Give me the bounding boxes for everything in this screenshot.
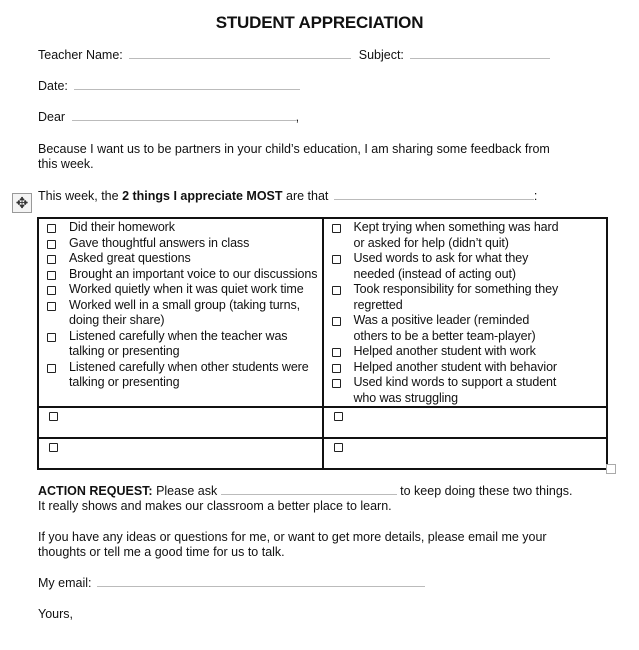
checklist-item-line: Listened carefully when other students were (69, 359, 309, 374)
checkbox-icon[interactable] (332, 317, 341, 326)
checklist-item[interactable] (47, 251, 318, 267)
checkbox-icon[interactable] (47, 255, 56, 264)
custom-cell[interactable] (323, 407, 608, 438)
date-label: Date: (38, 79, 68, 93)
email-label: My email: (38, 576, 92, 590)
checklist-item-text (354, 375, 557, 406)
checklist-item[interactable] (332, 344, 603, 360)
checklist-item-line: Was a positive leader (reminded (353, 313, 530, 327)
checklist-item[interactable] (47, 282, 318, 298)
action-line-2: It really shows and makes our classroom a better place to learn. (38, 499, 392, 513)
appreciate-suffix: are that (282, 189, 329, 203)
teacher-name-field[interactable] (129, 48, 351, 59)
checkbox-icon[interactable] (332, 348, 341, 357)
appreciate-bold: 2 things I appreciate MOST (122, 189, 283, 203)
checklist-item-line: talking or presenting (69, 375, 180, 389)
checklist-item-line: who was struggling (353, 390, 459, 405)
checkbox-icon[interactable] (47, 333, 56, 342)
checklist-item[interactable] (47, 220, 318, 236)
checklist-item-line: doing their share) (69, 313, 165, 327)
dear-comma: , (295, 110, 300, 124)
checklist-item-text (354, 344, 536, 360)
checklist-item-line: Kept trying when something was hard (353, 220, 559, 234)
checklist-item-text (354, 251, 529, 282)
checklist-item-line: Asked great questions (69, 251, 191, 265)
checklist-item-line: Brought an important voice to our discussions (69, 266, 318, 281)
checklist-item-text (69, 220, 175, 236)
checklist-item[interactable] (332, 313, 603, 344)
checkbox-icon[interactable] (334, 412, 343, 421)
table-resize-icon[interactable] (606, 464, 616, 474)
checkbox-icon[interactable] (332, 255, 341, 264)
checkbox-icon[interactable] (47, 302, 56, 311)
checkbox-icon[interactable] (47, 224, 56, 233)
appreciate-prefix: This week, the (38, 189, 123, 203)
checkbox-icon[interactable] (49, 412, 58, 421)
checkbox-icon[interactable] (332, 286, 341, 295)
email-field[interactable] (97, 576, 425, 587)
intro-line-1: Because I want us to be partners in your child’s education, I am sharing some feedback from (38, 142, 550, 156)
checkbox-icon[interactable] (47, 271, 56, 280)
checklist-item-text (69, 251, 191, 267)
checklist-item-text (69, 360, 309, 391)
checklist-right-column (323, 218, 608, 407)
action-text-2: to keep doing these two things. (396, 484, 573, 498)
dear-row (38, 110, 299, 124)
checklist-item-line: others to be a better team-player) (353, 328, 536, 343)
move-arrows-icon[interactable]: ✥ (12, 193, 32, 213)
subject-field[interactable] (410, 48, 550, 59)
dear-label: Dear (38, 110, 66, 124)
checkbox-icon[interactable] (47, 364, 56, 373)
checklist-item[interactable] (47, 360, 318, 391)
checklist-item[interactable] (332, 282, 603, 313)
action-request-label: ACTION REQUEST: (38, 484, 153, 498)
checklist-item[interactable] (47, 236, 318, 252)
checklist-item-line: Used kind words to support a student (353, 375, 557, 389)
dear-field[interactable] (72, 110, 296, 121)
checklist-item-text (354, 220, 559, 251)
checklist-item-line: Listened carefully when the teacher was (69, 328, 288, 343)
custom-row-2 (38, 438, 607, 469)
action-request-paragraph (38, 484, 608, 514)
checklist-item-text (69, 267, 317, 283)
email-row (38, 576, 425, 590)
intro-line-2: this week. (38, 157, 94, 171)
checkbox-icon[interactable] (47, 286, 56, 295)
checklist-item-text (69, 282, 304, 298)
date-row (38, 79, 300, 93)
appreciation-checklist-table (37, 217, 608, 470)
checkbox-icon[interactable] (332, 224, 341, 233)
checklist-item-line: or asked for help (didn’t quit) (353, 235, 509, 250)
action-name-field[interactable] (221, 484, 397, 495)
checklist-item-line: Gave thoughtful answers in class (69, 235, 250, 250)
page-title: STUDENT APPRECIATION (215, 13, 424, 32)
checklist-item[interactable] (47, 267, 318, 283)
checklist-item-line: Took responsibility for something they (353, 282, 559, 296)
appreciate-row (38, 189, 537, 203)
checklist-left-column (38, 218, 323, 407)
date-field[interactable] (74, 79, 300, 90)
checklist-item[interactable] (47, 329, 318, 360)
checklist-item-line: Did their homework (69, 220, 175, 234)
intro-paragraph (38, 142, 608, 172)
checkbox-icon[interactable] (332, 379, 341, 388)
checklist-item-line: Helped another student with work (353, 344, 536, 358)
appreciate-field[interactable] (334, 189, 534, 200)
checkbox-icon[interactable] (47, 240, 56, 249)
checklist-item-text (69, 236, 249, 252)
checklist-item-line: Worked well in a small group (taking turns, (69, 297, 300, 312)
contact-line-1: If you have any ideas or questions for me, or want to get more details, please email me your (38, 530, 547, 544)
custom-cell[interactable] (38, 407, 323, 438)
checklist-item-line: regretted (353, 297, 403, 312)
closing: Yours, (38, 607, 73, 621)
contact-line-2: thoughts or tell me a good time for us to talk. (38, 545, 285, 559)
checkbox-icon[interactable] (334, 443, 343, 452)
checklist-main-row (38, 218, 607, 407)
checklist-item[interactable] (47, 298, 318, 329)
action-text-1: Please ask (152, 484, 221, 498)
checklist-item-text (354, 282, 559, 313)
checklist-item-text (69, 298, 300, 329)
checklist-item-line: Helped another student with behavior (353, 359, 557, 374)
teacher-name-label: Teacher Name: (38, 48, 123, 62)
checklist-item-text (69, 329, 287, 360)
teacher-name-row (38, 48, 550, 62)
checklist-item-line: Used words to ask for what they (353, 251, 529, 265)
custom-cell[interactable] (323, 438, 608, 469)
subject-label: Subject: (358, 48, 404, 62)
checklist-item-line: Worked quietly when it was quiet work time (69, 282, 304, 296)
checklist-item[interactable] (332, 360, 603, 376)
checklist-item[interactable] (332, 251, 603, 282)
appreciate-colon: : (533, 189, 538, 203)
custom-cell[interactable] (38, 438, 323, 469)
custom-row-1 (38, 407, 607, 438)
checkbox-icon[interactable] (49, 443, 58, 452)
checklist-item[interactable] (332, 375, 603, 406)
checklist-item-line: needed (instead of acting out) (353, 266, 516, 281)
checkbox-icon[interactable] (332, 364, 341, 373)
checklist-item-text (354, 313, 536, 344)
checklist-item[interactable] (332, 220, 603, 251)
checklist-item-text (354, 360, 557, 376)
contact-paragraph (38, 530, 608, 560)
checklist-item-line: talking or presenting (69, 344, 180, 358)
